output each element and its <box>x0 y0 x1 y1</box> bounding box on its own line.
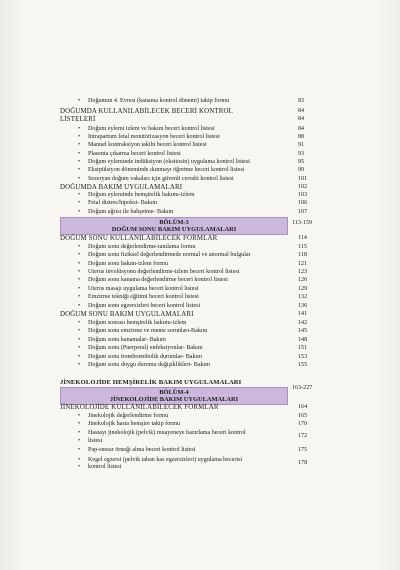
toc-entry-title: • Doğum sonu duygu durumu değişiklikleri- Bakım <box>60 362 210 369</box>
toc-page-number: 172 <box>298 433 308 439</box>
toc-entry-title: • Doğum sonu kanama değerlendirme beceri kontrol listesi <box>60 277 228 284</box>
toc-entry-title: • Doğum ağrısı ile bahşetme- Bakım <box>60 209 173 216</box>
toc-page-number: 142 <box>298 319 308 326</box>
toc-entry-title: JİNEKOLOJİDE KULLANILABİLECEK FORMLAR <box>60 404 219 411</box>
toc-page-number: 153 <box>298 353 308 360</box>
toc-page-number: 164 <box>298 404 308 410</box>
toc-entry-title: • Uterus involüsyonu değerlendirme-izlem beceri kontrol listesi <box>60 269 239 276</box>
toc-entry-title: • Doğum sonrası hemşirelik bakımı-izlem <box>60 320 186 327</box>
toc-page-number: 114 <box>298 235 307 241</box>
toc-page-number: 99 <box>298 167 305 173</box>
toc-entry-title: DOĞUMDA KULLANILABİLECEK BECERİ KONTROL <box>60 107 233 115</box>
toc-entry-title: • Doğum eylemi izlem ve bakım beceri kontrol listesi <box>60 126 215 133</box>
toc-page-number: 106 <box>298 200 308 206</box>
toc-page-number: 155 <box>298 362 308 368</box>
toc-entry-title: • Doğum sonu kanamalar- Bakım <box>60 337 166 344</box>
toc-entry-title: • Doğum sonu değerlendirme-tanılama formu <box>60 244 195 251</box>
chapter-band-3 <box>60 217 288 235</box>
toc-entry-title: • Uterus masajı uygulama beceri kontrol listesi <box>60 286 199 293</box>
chapter-title: JİNEKOLOJİDE BAKIM UYGULAMALARI <box>109 396 239 403</box>
toc-entry-title: LİSTELERİ <box>60 116 96 123</box>
toc-entry-title: • Manuel kontraksiyon takibi beceri kontrol listesi <box>60 142 207 149</box>
chapter-page-range: 113-159 <box>292 220 313 226</box>
toc-page-number: 136 <box>298 302 308 309</box>
toc-page-number: 118 <box>298 252 307 258</box>
toc-entry-title: • Doğumun 4. Evresi (kanama kontrol dönemi) takip formu <box>60 98 229 105</box>
toc-page-number: 151 <box>298 345 308 351</box>
toc-entry-title: • Doğum sonu bakım-izlem formu <box>60 261 168 268</box>
toc-page-number: 93 <box>298 151 305 157</box>
toc-page-number: 126 <box>298 277 308 283</box>
toc-entry-title: • Ekstpülsiyon döneminde ıkınmayı öğretme beceri kontrol listesi <box>60 167 244 174</box>
chapter-page-range: 163-227 <box>292 385 313 391</box>
toc-page-number: 103 <box>298 192 308 198</box>
toc-page-number: 170 <box>298 421 308 427</box>
toc-page-number: 101 <box>298 175 308 182</box>
chapter-band-4 <box>60 387 288 405</box>
toc-page-number: 102 <box>298 183 308 190</box>
toc-entry-title: DOĞUM SONU BAKIM UYGULAMALARI <box>60 311 194 318</box>
toc-page-number: 107 <box>298 208 308 215</box>
toc-page-number: 165 <box>298 412 308 419</box>
toc-entry-title: • Intrapartum fetal monitörizasyon beceri kontrol listesi <box>60 134 220 141</box>
toc-page-number: 91 <box>298 142 305 148</box>
toc-entry-title: • Doğum sonu fiziksel değerlendirmede normal ve anormal bulgular <box>60 252 251 259</box>
chapter-number: BÖLÜM-4 <box>159 388 189 396</box>
toc-entry-title-line2: • kontrol listesi <box>60 464 121 471</box>
toc-page-number: 95 <box>298 159 305 165</box>
toc-entry-title: DOĞUMDA BAKIM UYGULAMALARI <box>60 183 183 191</box>
toc-page-number: 141 <box>298 311 308 317</box>
toc-page-number: 123 <box>298 268 308 275</box>
toc-entry-title: • Doğum sonu emzirme ve meme sorunları-Bakım <box>60 328 207 335</box>
toc-entry-title: • Jinekolojik değerlendirme formu <box>60 413 168 420</box>
toc-entry-title: • Doğum sonu egzersizleri beceri kontrol listesi <box>60 303 200 310</box>
toc-page-number: 148 <box>298 336 308 343</box>
toc-entry-title: • Fetal distres/hipoksi- Bakım <box>60 200 157 207</box>
toc-page-number: 84 <box>298 116 305 122</box>
toc-entry-title: • Jinekolojik hasta hemşire takip formu <box>60 421 180 428</box>
toc-entry-title: DOĞUM SONU KULLANILABİLECEK FORMLAR <box>60 235 218 242</box>
toc-page-number: 88 <box>298 134 305 140</box>
chapter-number: BÖLÜM-3 <box>159 218 189 226</box>
toc-page-number: 175 <box>298 446 308 453</box>
toc-page-number: 83 <box>298 98 305 104</box>
part-heading-text: JİNEKOLOJİDE HEMŞİRELİK BAKIM UYGULAMALARI <box>60 379 242 386</box>
toc-page-number: 84 <box>298 126 305 132</box>
toc-page-number: 84 <box>298 107 305 114</box>
toc-entry-title: • Plasenta çıkarma beceri kontrol listesi <box>60 151 181 158</box>
toc-entry-title: • Hastayı jinekolojik (pelvik) muayeneye hazırlama beceri kontrol <box>60 430 246 437</box>
toc-entry-title: • Pap-smear örneği alma beceri kontrol listesi <box>60 447 195 454</box>
toc-page-number: 121 <box>298 260 308 267</box>
toc-entry-title: • Doğum eyleminde indüksiyon (oksitosin) uygulama kontrol listesi <box>60 159 250 166</box>
toc-page-number: 178 <box>298 459 308 466</box>
chapter-title: DOĞUM SONU BAKIM UYGULAMALARI <box>111 226 237 233</box>
toc-entry-title: • Emzirme tekniği eğitimi beceri kontrol listesi <box>60 294 199 301</box>
toc-entry-title: • Doğum eyleminde hemşirelik bakımı-izlem <box>60 192 194 199</box>
toc-page-number: 129 <box>298 285 308 292</box>
toc-entry-title: • Doğum sonu (Puerperal) enfeksiyonlar- Bakım <box>60 345 203 352</box>
toc-page-number: 132 <box>298 294 308 300</box>
toc-entry-title: • Doğum sonu tromboembolik durumlar- Bakım <box>60 354 202 361</box>
toc-entry-title: • Kegel egzersi (pelvik taban kas egzersizleri) uygulama becerisi <box>60 457 242 464</box>
toc-entry-title-line2: • listesi <box>60 438 102 445</box>
toc-page-number: 145 <box>298 328 308 334</box>
toc-page-number: 115 <box>298 243 307 250</box>
toc-entry-title: • Sezeryan doğum vakaları için güvenli cerrahi kontrol listesi <box>60 176 234 183</box>
